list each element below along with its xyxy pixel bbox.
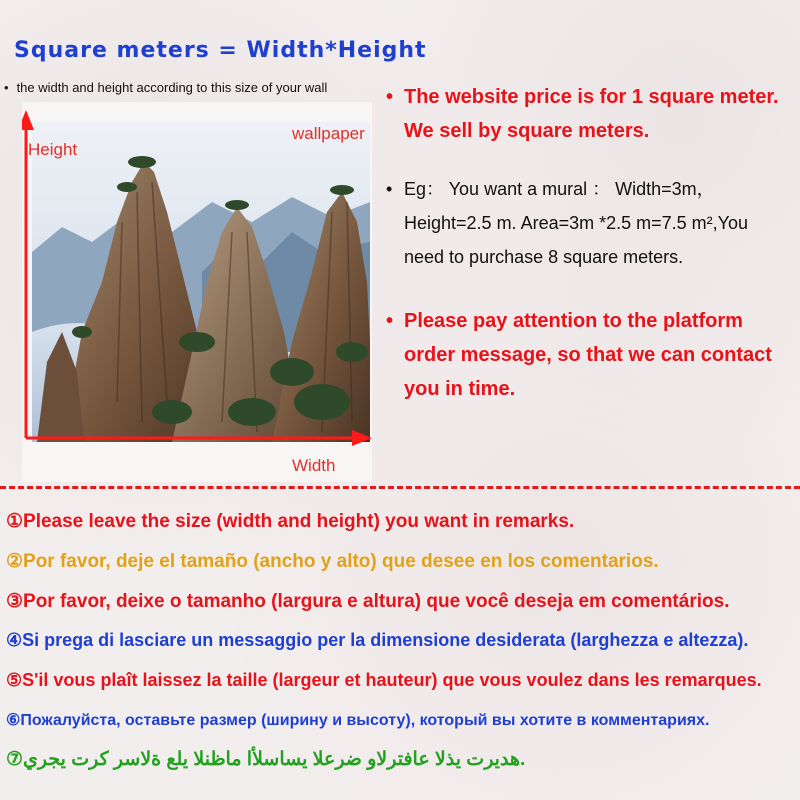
height-label: Height: [28, 140, 78, 159]
attention-line-2: order message, so that we can contact: [404, 344, 772, 366]
mountain-wallpaper-image: [22, 102, 372, 482]
remark-line-it: ④Si prega di lasciare un messaggio per la dimensione desiderata (larghezza e altezza).: [6, 630, 749, 650]
attention-line-1: Please pay attention to the platform: [404, 310, 743, 332]
example-line-2: Height=2.5 m. Area=3m *2.5 m=7.5 m²,You: [404, 213, 749, 233]
example-line-1: Eg： You want a mural ： Width=3m，: [404, 179, 715, 199]
remark-line-fr: ⑤S'il vous plaît laissez la taille (largeur et hauteur) que vous voulez dans les remarques.: [6, 670, 762, 690]
remark-line-ru: ⑥Пожалуйста, оставьте размер (ширину и высоту), который вы хотите в комментариях.: [6, 712, 710, 729]
attention-line-3: you in time.: [404, 378, 516, 400]
remark-line-ar: ⑦هديرت يذلا عافترلاو ضرعلا يساسلأا ماظنلا يلع ةلاسر كرت يجري.: [6, 749, 526, 770]
size-note: [4, 80, 327, 95]
remark-line-pt: ③Por favor, deixe o tamanho (largura e altura) que você deseja em comentários.: [6, 591, 730, 612]
bullet: •: [386, 310, 394, 332]
bullet: •: [386, 179, 393, 199]
price-line-1: The website price is for 1 square meter.: [404, 86, 779, 108]
remark-line-es: ②Por favor, deje el tamaño (ancho y alto) que desee en los comentarios.: [6, 551, 659, 572]
wallpaper-label: wallpaper: [292, 124, 365, 143]
size-note-text: the width and height according to this size of your wall: [16, 80, 328, 95]
dashed-divider: [0, 486, 800, 489]
page-title: Square meters = Width*Height: [14, 38, 427, 63]
bullet: •: [4, 80, 9, 95]
width-label: Width: [292, 456, 336, 475]
example-line-3: need to purchase 8 square meters.: [404, 247, 684, 267]
remark-line-en: ①Please leave the size (width and height) you want in remarks.: [6, 511, 575, 532]
price-line-2: We sell by square meters.: [404, 120, 650, 142]
bullet: •: [386, 86, 394, 108]
